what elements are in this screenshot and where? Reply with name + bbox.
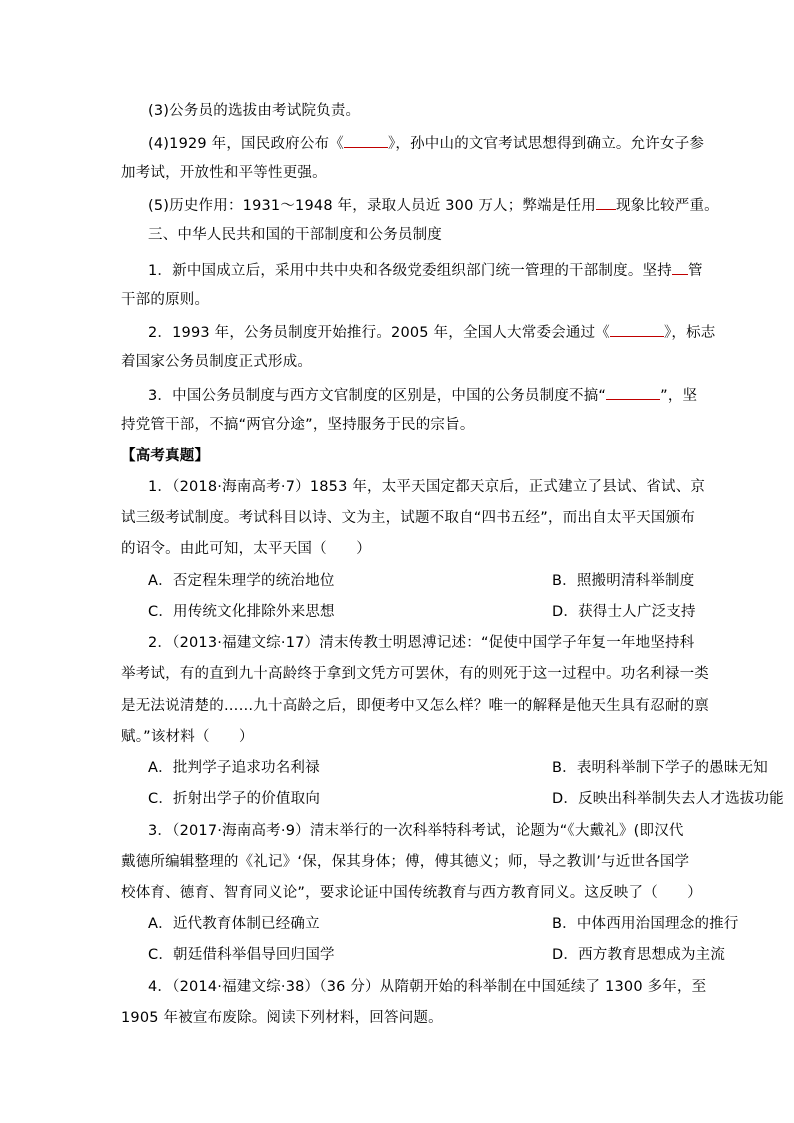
- text: 4．（2014·福建文综·38）（36 分）从隋朝开始的科举制在中国延续了 1300 多年，至: [148, 979, 707, 995]
- option-row: [148, 758, 768, 778]
- text-line: [121, 290, 209, 310]
- option-row: [148, 914, 739, 934]
- option-row: [148, 602, 696, 622]
- text: 试三级考试制度。考试科目以诗、文为主，试题不取自“四书五经”，而出自太平天国颁布: [121, 510, 696, 526]
- question-line: [121, 539, 371, 559]
- option-c[interactable]: C．朝廷借科举倡导回归国学: [148, 947, 335, 963]
- text: 1．新中国成立后，采用中共中央和各级党委组织部门统一管理的干部制度。坚持: [148, 263, 672, 279]
- text: 校体育、德育、智育同义论”，要求论证中国传统教育与西方教育同义。这反映了（ ）: [121, 885, 703, 901]
- fill-blank[interactable]: [344, 132, 388, 148]
- question-line: [148, 977, 706, 997]
- text: 干部的原则。: [121, 292, 210, 308]
- text: 1905 年被宣布废除。阅读下列材料，回答问题。: [121, 1010, 443, 1026]
- text: 3．中国公务员制度与西方文官制度的区别是，中国的公务员制度不搞“: [148, 388, 607, 404]
- option-b[interactable]: B．中体西用治国理念的推行: [552, 916, 739, 932]
- option-row: [148, 789, 784, 809]
- text: 持党管干部，不搞“两官分途”，坚持服务于民的宗旨。: [121, 417, 475, 433]
- question-line: [121, 696, 709, 716]
- text: 》，标志: [663, 325, 716, 341]
- text-line: [148, 194, 719, 216]
- text: (5)历史作用：1931～1948 年，录取人员近 300 万人；弊端是任用: [148, 198, 596, 214]
- text: 现象比较严重。: [615, 198, 719, 214]
- text-line: [148, 321, 716, 343]
- option-d[interactable]: D．反映出科举制失去人才选拔功能: [552, 791, 784, 807]
- fill-blank[interactable]: [606, 384, 660, 400]
- option-a[interactable]: A．批判学子追求功名利禄: [148, 760, 320, 776]
- question-line: [121, 508, 695, 528]
- option-d[interactable]: D．西方教育思想成为主流: [552, 947, 726, 963]
- section-heading: [121, 446, 209, 466]
- text: 赋。”该材料（ ）: [121, 729, 254, 745]
- question-line: [148, 477, 705, 497]
- option-c[interactable]: C．折射出学子的价值取向: [148, 791, 321, 807]
- option-row: [148, 571, 695, 591]
- text-line: [148, 101, 360, 121]
- text: 2．1993 年，公务员制度开始推行。2005 年，全国人大常委会通过《: [148, 325, 610, 341]
- fill-blank[interactable]: [610, 321, 664, 337]
- text: (4)1929 年，国民政府公布《: [148, 136, 344, 152]
- text: 2．（2013·福建文综·17）清末传教士明恩溥记述：“促使中国学子年复一年地坚持科: [148, 635, 695, 651]
- text: 》，孙中山的文官考试思想得到确立。允许女子参: [387, 136, 705, 152]
- text-line: [121, 415, 475, 435]
- text: 举考试，有的直到九十高龄终于拿到文凭方可罢休，有的则死于这一过程中。功名利禄一类: [121, 666, 709, 682]
- fill-blank[interactable]: [672, 259, 688, 275]
- option-a[interactable]: A．近代教育体制已经确立: [148, 916, 320, 932]
- text: (3)公务员的选拔由考试院负责。: [148, 103, 361, 119]
- section-heading: [148, 225, 442, 245]
- option-row: [148, 945, 726, 965]
- text: 加考试，开放性和平等性更强。: [121, 165, 327, 181]
- text: 1．（2018·海南高考·7）1853 年，太平天国定都天京后，正式建立了县试、省试、京: [148, 479, 706, 495]
- text: 戴德所编辑整理的《礼记》‘保，保其身体；傅，傅其德义；师，导之教训’与近世各国学: [121, 854, 690, 870]
- text: ”，坚: [660, 388, 698, 404]
- option-d[interactable]: D．获得士人广泛支持: [552, 604, 696, 620]
- option-b[interactable]: B．照搬明清科举制度: [552, 573, 695, 589]
- text: 是无法说清楚的……九十高龄之后，即便考中又怎么样？唯一的解释是他天生具有忍耐的禀: [121, 698, 709, 714]
- question-line: [121, 852, 689, 872]
- text: 着国家公务员制度正式形成。: [121, 354, 313, 370]
- question-line: [121, 727, 254, 747]
- text: 【高考真题】: [121, 448, 210, 464]
- text-line: [121, 163, 327, 183]
- fill-blank[interactable]: [596, 194, 616, 210]
- text-line: [121, 352, 312, 372]
- question-line: [121, 1008, 443, 1028]
- question-line: [121, 883, 702, 903]
- text-line: [148, 259, 703, 281]
- text: 的诏令。由此可知，太平天国（ ）: [121, 541, 371, 557]
- option-a[interactable]: A．否定程朱理学的统治地位: [148, 573, 335, 589]
- option-b[interactable]: B．表明科举制下学子的愚昧无知: [552, 760, 768, 776]
- question-line: [148, 821, 684, 841]
- option-c[interactable]: C．用传统文化排除外来思想: [148, 604, 335, 620]
- text: 管: [687, 263, 703, 279]
- text: 三、中华人民共和国的干部制度和公务员制度: [148, 227, 442, 243]
- text-line: [148, 132, 704, 154]
- question-line: [121, 664, 709, 684]
- text: 3．（2017·海南高考·9）清末举行的一次科举特科考试，论题为“《大戴礼》(即汉代: [148, 823, 684, 839]
- question-line: [148, 633, 694, 653]
- text-line: [148, 384, 697, 406]
